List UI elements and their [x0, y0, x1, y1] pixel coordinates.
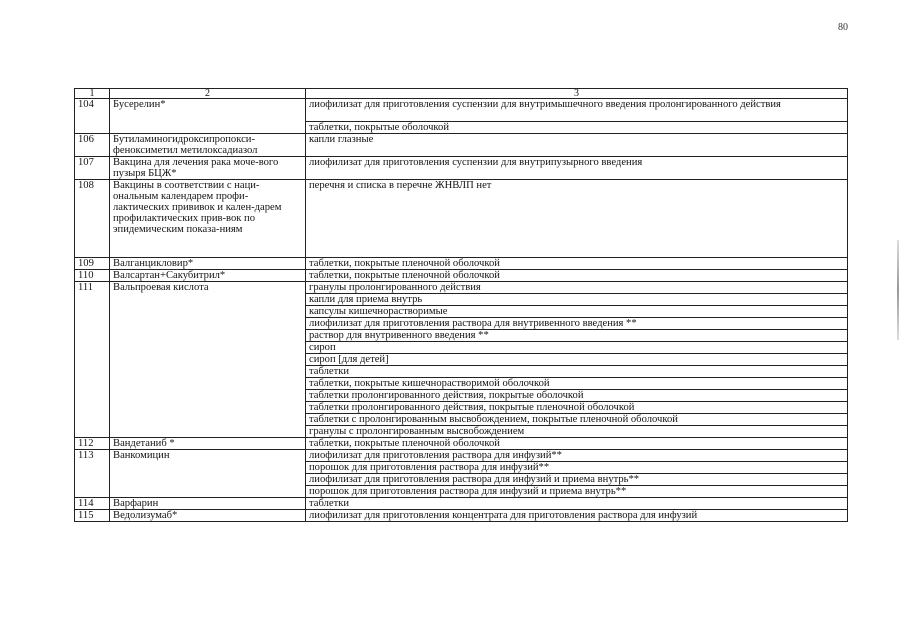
- dosage-form: таблетки, покрытые оболочкой: [306, 122, 848, 134]
- dosage-form: порошок для приготовления раствора для инфузий**: [306, 462, 848, 474]
- dosage-form: таблетки с пролонгированным высвобождением, покрытые пленочной оболочкой: [306, 414, 848, 426]
- dosage-form: раствор для внутривенного введения **: [306, 330, 848, 342]
- dosage-form: таблетки, покрытые пленочной оболочкой: [306, 258, 848, 270]
- dosage-form: лиофилизат для приготовления суспензии для внутрипузырного введения: [306, 157, 848, 180]
- dosage-form: капли глазные: [306, 134, 848, 157]
- drug-name: Бутиламиногидроксипропокси-феноксиметил метилоксадиазол: [110, 134, 306, 157]
- dosage-form: лиофилизат для приготовления раствора для инфузий и приема внутрь**: [306, 474, 848, 486]
- dosage-form: гранулы с пролонгированным высвобождением: [306, 426, 848, 438]
- drug-name: Ведолизумаб*: [110, 510, 306, 522]
- drug-name: Валганцикловир*: [110, 258, 306, 270]
- page-number: 80: [838, 22, 848, 33]
- table-row: [75, 438, 848, 450]
- dosage-form: сироп: [306, 342, 848, 354]
- drug-name: Варфарин: [110, 498, 306, 510]
- row-number: 111: [75, 282, 110, 438]
- dosage-form: капсулы кишечнорастворимые: [306, 306, 848, 318]
- dosage-form: лиофилизат для приготовления суспензии для внутримышечного введения пролонгированного действия: [306, 99, 848, 122]
- table-row: [75, 134, 848, 157]
- table-row: [75, 498, 848, 510]
- row-number: 107: [75, 157, 110, 180]
- dosage-form: таблетки пролонгированного действия, покрытые пленочной оболочкой: [306, 402, 848, 414]
- dosage-form: капли для приема внутрь: [306, 294, 848, 306]
- drug-name: Ванкомицин: [110, 450, 306, 498]
- table-row: [75, 99, 848, 122]
- drug-name: Вальпроевая кислота: [110, 282, 306, 438]
- header-cell-1: 1: [75, 89, 110, 99]
- dosage-form: лиофилизат для приготовления концентрата для приготовления раствора для инфузий: [306, 510, 848, 522]
- drug-name: Вандетаниб *: [110, 438, 306, 450]
- row-number: 112: [75, 438, 110, 450]
- row-number: 106: [75, 134, 110, 157]
- dosage-form: перечня и списка в перечне ЖНВЛП нет: [306, 180, 848, 258]
- dosage-form: лиофилизат для приготовления раствора для инфузий**: [306, 450, 848, 462]
- dosage-form: порошок для приготовления раствора для инфузий и приема внутрь**: [306, 486, 848, 498]
- dosage-form: гранулы пролонгированного действия: [306, 282, 848, 294]
- dosage-form: таблетки: [306, 366, 848, 378]
- row-number: 104: [75, 99, 110, 134]
- row-number: 113: [75, 450, 110, 498]
- table-row: [75, 450, 848, 462]
- row-number: 114: [75, 498, 110, 510]
- row-number: 115: [75, 510, 110, 522]
- header-cell-3: 3: [306, 89, 848, 99]
- dosage-form: таблетки, покрытые кишечнорастворимой оболочкой: [306, 378, 848, 390]
- table-row: [75, 258, 848, 270]
- header-cell-2: 2: [110, 89, 306, 99]
- table-row: [75, 510, 848, 522]
- table-row: [75, 282, 848, 294]
- row-number: 108: [75, 180, 110, 258]
- dosage-form: таблетки: [306, 498, 848, 510]
- drug-table: [74, 88, 848, 522]
- row-number: 110: [75, 270, 110, 282]
- header-row: [75, 89, 848, 99]
- dosage-form: таблетки пролонгированного действия, покрытые оболочкой: [306, 390, 848, 402]
- dosage-form: таблетки, покрытые пленочной оболочкой: [306, 270, 848, 282]
- row-number: 109: [75, 258, 110, 270]
- drug-name: Вакцины в соответствии с наци-ональным календарем профи-лактических прививок и кален-дарем профилактических прив-вок по эпидемическим показа-ниям: [110, 180, 306, 258]
- dosage-form: сироп [для детей]: [306, 354, 848, 366]
- drug-name: Вакцина для лечения рака моче-вого пузыря БЦЖ*: [110, 157, 306, 180]
- dosage-form: лиофилизат для приготовления раствора для внутривенного введения **: [306, 318, 848, 330]
- table-row: [75, 157, 848, 180]
- scan-edge-mark: [897, 240, 899, 340]
- table-row: [75, 270, 848, 282]
- drug-name: Бусерелин*: [110, 99, 306, 134]
- dosage-form: таблетки, покрытые пленочной оболочкой: [306, 438, 848, 450]
- table-row: [75, 180, 848, 258]
- drug-name: Валсартан+Сакубитрил*: [110, 270, 306, 282]
